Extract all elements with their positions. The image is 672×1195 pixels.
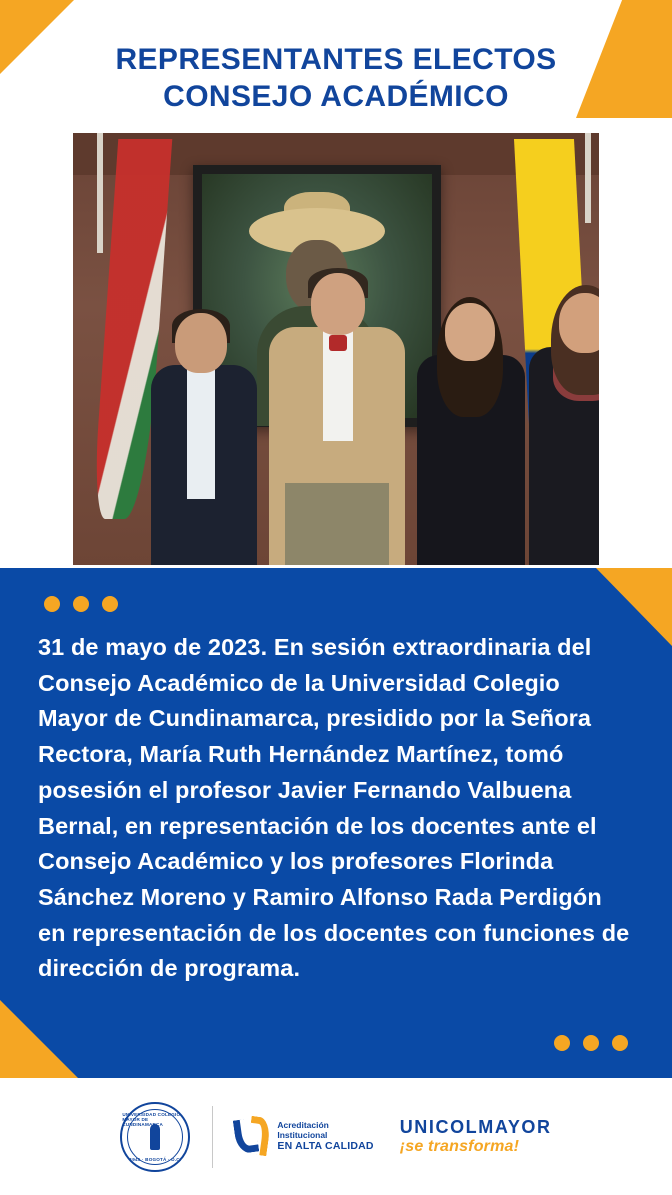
seal-emblem xyxy=(150,1124,160,1150)
person-2-bowtie xyxy=(329,335,347,351)
footer xyxy=(0,1078,672,1195)
person-3 xyxy=(409,303,533,565)
person-3-head xyxy=(445,303,495,361)
title-line-2: CONSEJO ACADÉMICO xyxy=(163,79,509,113)
group-photo xyxy=(73,133,599,565)
photo-scene xyxy=(73,133,599,565)
accreditation-logo xyxy=(235,1117,373,1157)
flag-pole-right xyxy=(585,133,591,223)
dot-icon xyxy=(612,1035,628,1051)
dot-icon xyxy=(73,596,89,612)
accreditation-line-1: Acreditación xyxy=(277,1120,329,1131)
dot-icon xyxy=(554,1035,570,1051)
person-4-head xyxy=(559,293,599,353)
accreditation-line-3: EN ALTA CALIDAD xyxy=(277,1140,374,1153)
brand-lockup xyxy=(400,1118,552,1155)
person-2-pants xyxy=(285,483,389,565)
footer-divider xyxy=(212,1106,213,1168)
dot-icon xyxy=(102,596,118,612)
person-1-shirt xyxy=(187,369,215,499)
accreditation-line-2: Institucional xyxy=(277,1130,328,1141)
person-2 xyxy=(269,273,405,565)
dots-ornament-bottom xyxy=(554,1035,628,1051)
dot-icon xyxy=(44,596,60,612)
person-4 xyxy=(525,293,599,565)
dots-ornament-top xyxy=(44,596,118,612)
person-1 xyxy=(145,313,263,565)
title-line-1: REPRESENTANTES ELECTOS xyxy=(115,43,557,76)
seal-top-text: UNIVERSIDAD COLEGIO MAYOR DE CUNDINAMARCA xyxy=(122,1111,181,1127)
page-title xyxy=(0,42,672,115)
body-paragraph: 31 de mayo de 2023. En sesión extraordinaria del Consejo Académico de la Universidad Colegio Mayor de Cundinamarca, presidido por la Señora Rectora, María Ruth Hernández Martínez, tomó posesión el profesor Javier Fernando Valbuena Bernal, en representación de los docentes ante el Consejo Académico y los profesores Florinda Sánchez Moreno y Ramiro Alfonso Rada Perdigón en representación de los docentes con funciones de dirección de programa. xyxy=(38,634,630,982)
accreditation-mark-icon xyxy=(235,1117,269,1157)
accreditation-text xyxy=(277,1120,373,1152)
accreditation-arc-yellow xyxy=(247,1115,272,1155)
brand-name: UNICOLMAYOR xyxy=(399,1116,552,1137)
person-2-head xyxy=(311,273,365,335)
seal-bottom-text: 1945 · BOGOTÁ · D.C. xyxy=(129,1156,182,1162)
flag-pole-left xyxy=(97,133,103,253)
person-1-head xyxy=(175,313,227,373)
brand-tagline: ¡se transforma! xyxy=(399,1137,520,1155)
university-seal-icon xyxy=(120,1102,190,1172)
dot-icon xyxy=(583,1035,599,1051)
